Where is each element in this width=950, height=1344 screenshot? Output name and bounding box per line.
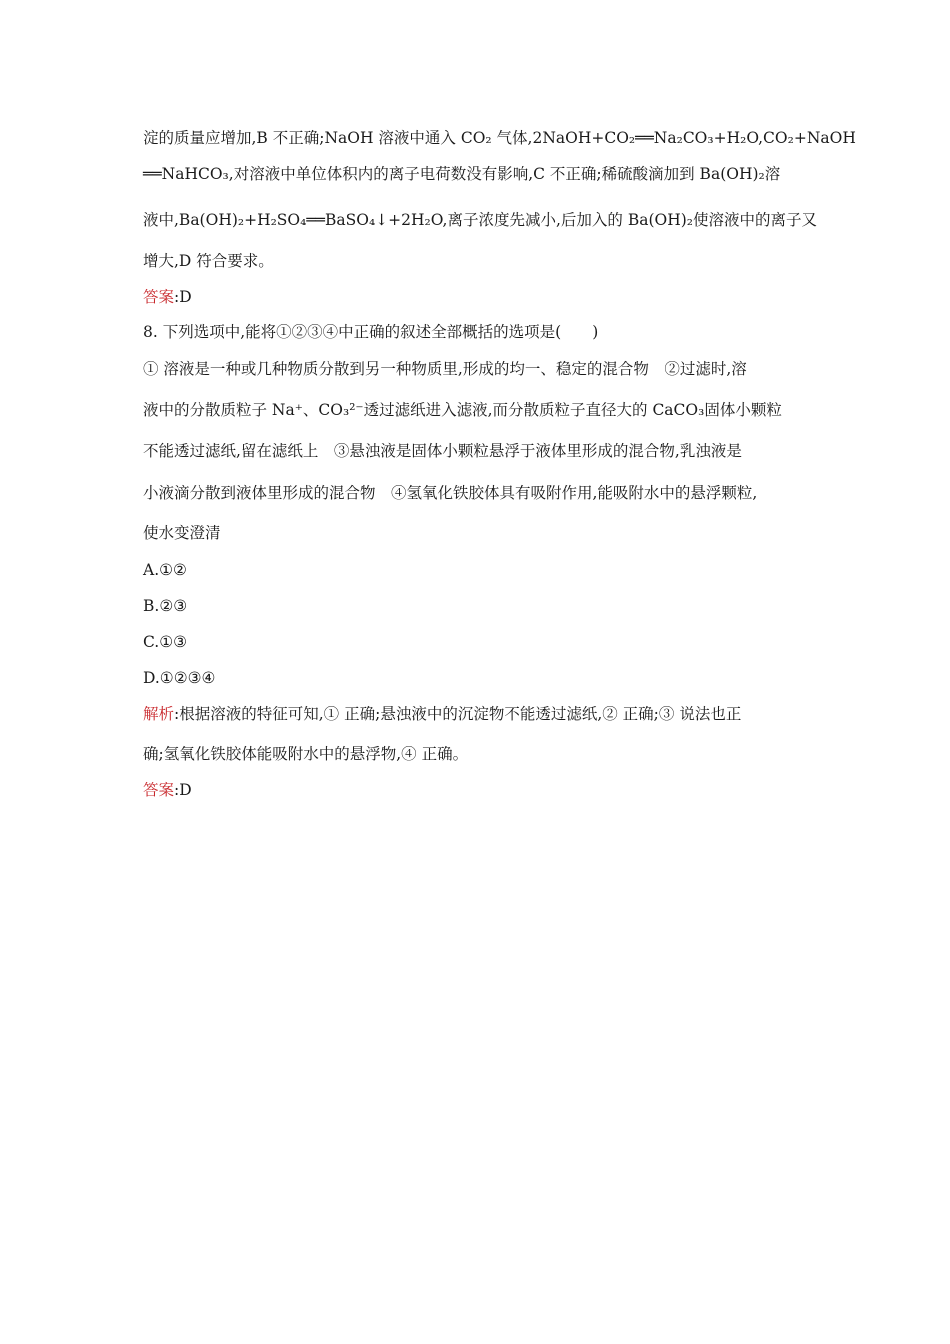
- explanation-line: 增大,D 符合要求。: [143, 252, 274, 270]
- answer-line: [143, 780, 192, 800]
- option-b: B.②③: [143, 597, 188, 615]
- answer-label: 答案: [143, 288, 175, 306]
- answer-label: 答案: [143, 781, 175, 799]
- option-a: A.①②: [143, 561, 187, 579]
- analysis-line: [143, 704, 741, 724]
- explanation-line: 淀的质量应增加,B 不正确;NaOH 溶液中通入 CO₂ 气体,2NaOH+CO₂══Na₂CO₃+H₂O,CO₂+NaOH: [143, 129, 856, 147]
- answer-line: [143, 287, 192, 307]
- analysis-text: :根据溶液的特征可知,① 正确;悬浊液中的沉淀物不能透过滤纸,② 正确;③ 说法也正: [174, 705, 742, 723]
- answer-value: :D: [174, 781, 192, 799]
- statement-line: ① 溶液是一种或几种物质分散到另一种物质里,形成的均一、稳定的混合物 ②过滤时,溶: [143, 360, 747, 378]
- statement-line: 使水变澄清: [143, 524, 221, 542]
- option-c: C.①③: [143, 633, 188, 651]
- answer-value: :D: [174, 288, 192, 306]
- option-d: D.①②③④: [143, 669, 216, 687]
- statement-line: 不能透过滤纸,留在滤纸上 ③悬浊液是固体小颗粒悬浮于液体里形成的混合物,乳浊液是: [143, 442, 742, 460]
- analysis-line: 确;氢氧化铁胶体能吸附水中的悬浮物,④ 正确。: [143, 745, 469, 763]
- question-stem: 8. 下列选项中,能将①②③④中正确的叙述全部概括的选项是( ): [143, 323, 599, 341]
- analysis-label: 解析: [143, 705, 175, 723]
- statement-line: 液中的分散质粒子 Na⁺、CO₃²⁻透过滤纸进入滤液,而分散质粒子直径大的 CaCO₃固体小颗粒: [143, 401, 782, 419]
- statement-line: 小液滴分散到液体里形成的混合物 ④氢氧化铁胶体具有吸附作用,能吸附水中的悬浮颗粒,: [143, 484, 758, 502]
- explanation-line: ══NaHCO₃,对溶液中单位体积内的离子电荷数没有影响,C 不正确;稀硫酸滴加到 Ba(OH)₂溶: [143, 165, 781, 183]
- explanation-line: 液中,Ba(OH)₂+H₂SO₄══BaSO₄↓+2H₂O,离子浓度先减小,后加入的 Ba(OH)₂使溶液中的离子又: [143, 211, 817, 229]
